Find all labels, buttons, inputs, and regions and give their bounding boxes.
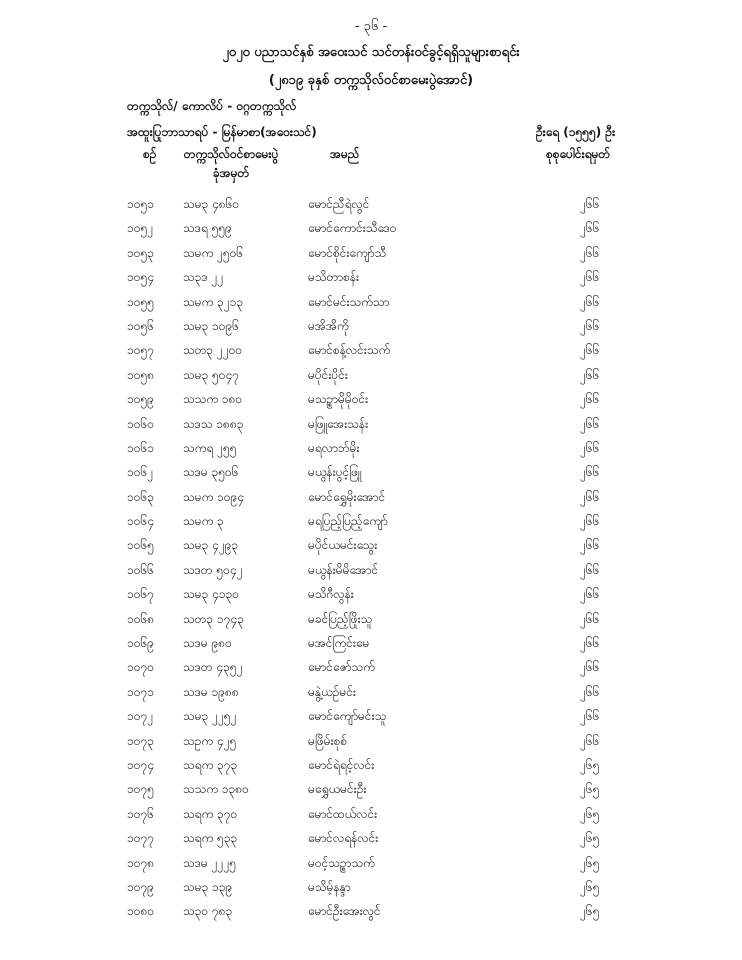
exam-seat-number: သဒမ ၁၉၈၈ [183, 684, 239, 699]
table-row [0, 633, 742, 657]
table-row [0, 755, 742, 779]
table-row [0, 682, 742, 706]
exam-seat-number: သဒမ ၉၈၀ [183, 636, 232, 651]
exam-seat-number: သတ၃ ၂၂၀၀ [183, 343, 243, 358]
student-name: မယွန်းပွင့်ဖြူ [308, 465, 362, 480]
table-row [0, 853, 742, 877]
student-name: မခင်ပြည့်ဖြိုးသူ [308, 611, 373, 626]
table-row [0, 414, 742, 438]
total-marks: ၂၆၅ [580, 879, 600, 894]
table-row [0, 267, 742, 291]
total-marks: ၂၆၆ [580, 562, 600, 577]
student-name: မောင်ကောင်းသီဒေဝ [308, 221, 397, 236]
total-marks: ၂၆၆ [580, 294, 600, 309]
table-row [0, 609, 742, 633]
student-name: မောင်စိုင်းကျော်သီ [308, 245, 387, 260]
student-name: မဝင့်သဥ္စာသက် [308, 855, 375, 870]
row-number: ၁၀၇၀ [127, 660, 154, 675]
student-name: မောင်ကျော်မင်းသူ [308, 709, 387, 724]
student-name: မနွဲ့ယဉ်မင်း [308, 684, 356, 699]
table-row [0, 218, 742, 242]
total-marks: ၂၆၆ [580, 489, 600, 504]
total-marks: ၂၆၆ [580, 684, 600, 699]
student-name: မသဥ္စာမိုမိုဝင်း [308, 392, 369, 407]
row-number: ၁၀၇၉ [127, 879, 154, 894]
student-name: မသိမ့်နန္ဒာ [308, 879, 351, 894]
row-number: ၁၀၆၅ [127, 538, 154, 553]
column-header-no: စဉ် [143, 147, 157, 161]
table-row [0, 535, 742, 559]
total-marks: ၂၆၆ [580, 709, 600, 724]
student-name: မအင်ကြင်းမေ [308, 636, 370, 651]
exam-seat-number: သမက ၃ [183, 514, 224, 529]
exam-seat-number: သမ၃ ၅၀၄၇ [183, 367, 240, 382]
exam-seat-number: သမ၃ ၂၂၅၂ [183, 709, 237, 724]
student-name: မရွှေယမင်းဦး [308, 782, 367, 797]
total-marks: ၂၆၅ [580, 855, 600, 870]
row-number: ၁၀၆၆ [127, 562, 154, 577]
student-name: မဖြူအေးသန်း [308, 416, 369, 431]
row-number: ၁၀၇၃ [127, 733, 154, 748]
exam-seat-number: သဒတ ၅၀၄၂ [183, 562, 243, 577]
table-row [0, 877, 742, 901]
exam-seat-number: သမက ၁၀၉၄ [183, 489, 245, 504]
total-marks: ၂၆၅ [580, 757, 600, 772]
total-marks: ၂၆၅ [580, 831, 600, 846]
row-number: ၁၀၆၀ [127, 416, 154, 431]
table-row [0, 511, 742, 535]
student-name: မပိုင်ယမင်းသွေး [308, 538, 378, 553]
row-number: ၁၀၆၈ [127, 611, 155, 626]
row-number: ၁၀၅၆ [127, 318, 154, 333]
row-number: ၁၀၅၁ [127, 197, 154, 211]
student-name: မရလာဘ်မိုး [308, 440, 360, 455]
student-name: မယွန်းမိမိအောင် [308, 562, 379, 577]
exam-seat-number: သမက ၃၂၁၃ [183, 294, 244, 309]
student-name: မောင်ဇော်သက် [308, 660, 375, 675]
total-marks: ၂၆၆ [580, 587, 600, 602]
column-header-reg-line2: ခုံအမှတ် [212, 166, 250, 180]
student-name: မရပြည့်ပြည့်ကျော် [308, 514, 388, 529]
exam-seat-number: သဒမ ၃၅၀၆ [183, 465, 239, 480]
exam-seat-number: သတ၃ ၁၇၄၃ [183, 611, 244, 626]
row-number: ၁၀၇၈ [127, 855, 155, 870]
exam-seat-number: သဒမ ၂၂၂၅ [183, 855, 236, 870]
table-row [0, 316, 742, 340]
total-marks: ၂၆၆ [580, 440, 600, 455]
total-marks: ၂၆၆ [580, 611, 600, 626]
total-marks: ၂၆၆ [580, 733, 600, 748]
row-number: ၁၀၅၇ [127, 343, 154, 358]
student-name: မောင်ထယ်လင်း [308, 806, 378, 821]
table-row [0, 462, 742, 486]
exam-seat-number: သဥက ၄၂၅ [183, 733, 237, 748]
total-marks: ၂၆၆ [580, 343, 600, 358]
student-name: မောင်မင်းသက်သာ [308, 294, 390, 309]
table-row [0, 194, 742, 218]
column-header-reg-line1: တက္ကသိုလ်ဝင်စာမေးပွဲ [183, 147, 279, 161]
exam-seat-number: သရက ၃၇၀ [183, 806, 238, 821]
subject-header: အထူးပြုဘာသာရပ် - မြန်မာစာ(အဝေးသင်) [127, 125, 317, 139]
table-row [0, 901, 742, 925]
row-number: ၁၀၈၀ [127, 904, 155, 919]
row-number: ၁၀၇၁ [127, 684, 154, 699]
exam-seat-number: သမ၃ ၁၃၉ [183, 879, 233, 894]
student-name: မောင်ရဲရင့်လင်း [308, 757, 375, 772]
row-number: ၁၀၅၅ [127, 294, 154, 309]
exam-seat-number: သမ၃ ၄၈၆၀ [183, 197, 240, 211]
table-row [0, 389, 742, 413]
total-marks: ၂၆၆ [580, 197, 600, 211]
table-row [0, 340, 742, 364]
table-row [0, 243, 742, 267]
exam-seat-number: သသက ၁၈၀ [183, 392, 243, 407]
row-number: ၁၀၅၂ [127, 221, 154, 236]
row-number: ၁၀၅၃ [127, 245, 154, 260]
row-number: ၁၀၆၉ [127, 636, 154, 651]
exam-seat-number: သမ၃ ၄၁၃၀ [183, 587, 240, 602]
student-name: မောင်ညီရဲလွင် [308, 197, 370, 211]
row-number: ၁၀၅၄ [127, 270, 154, 285]
exam-seat-number: သ၃ဒ ၂၂ [183, 270, 224, 285]
total-marks: ၂၆၆ [580, 660, 600, 675]
student-name: မောင်လရန်လင်း [308, 831, 379, 846]
table-row [0, 706, 742, 730]
column-header-marks: စုစုပေါင်းရမှတ် [546, 147, 611, 161]
results-table [0, 194, 742, 926]
table-row [0, 828, 742, 852]
table-row [0, 292, 742, 316]
table-row [0, 804, 742, 828]
row-number: ၁၀၇၇ [127, 831, 154, 846]
total-marks: ၂၆၆ [580, 367, 600, 382]
row-number: ၁၀၅၈ [127, 367, 155, 382]
row-number: ၁၀၇၅ [127, 782, 154, 797]
exam-seat-number: သရက ၃၇၃ [183, 757, 238, 772]
total-marks: ၂၆၆ [580, 636, 600, 651]
row-number: ၁၀၆၄ [127, 514, 154, 529]
row-number: ၁၀၅၉ [127, 392, 154, 407]
exam-seat-number: သဒရ ၅၅၉ [183, 221, 232, 236]
row-number: ၁၀၆၃ [127, 489, 154, 504]
row-number: ၁၀၆၁ [127, 440, 154, 455]
row-number: ၁၀၆၇ [127, 587, 154, 602]
exam-seat-number: သသက ၁၃၈၀ [183, 782, 249, 797]
student-name: မသိတာစန်း [308, 270, 360, 285]
table-row [0, 657, 742, 681]
row-number: ၁၀၆၂ [127, 465, 154, 480]
document-subtitle: (၂၈၁၉ ခုနှစ် တက္ကသိုလ်ဝင်စာမေးပွဲအောင်) [268, 73, 474, 88]
student-name: မောင်ရွှေမိုးအောင် [308, 489, 386, 504]
row-number: ၁၀၇၆ [127, 806, 154, 821]
total-marks: ၂၆၆ [580, 538, 600, 553]
total-marks: ၂၆၅ [580, 904, 600, 919]
university-line: တက္ကသိုလ်/ ကောလိပ် - ဝဂ္ဂတက္ကသိုလ် [127, 99, 297, 113]
total-marks: ၂၆၅ [580, 806, 600, 821]
table-row [0, 584, 742, 608]
page-number: - ၃၆ - [354, 19, 388, 34]
total-marks: ၂၆၆ [580, 318, 600, 333]
student-name: မသိဂီလွန်း [308, 587, 354, 602]
total-marks: ၂၆၆ [580, 416, 600, 431]
exam-seat-number: သမက ၂၅၀၆ [183, 245, 244, 260]
exam-seat-number: သဒသ ၁၈၈၃ [183, 416, 244, 431]
student-name: မပိုင်းပိုင်း [308, 367, 348, 382]
row-number: ၁၀၇၂ [127, 709, 154, 724]
exam-seat-number: သဒတ ၄၃၅၂ [183, 660, 243, 675]
student-name: မောင်စန့်လင်းသက် [308, 343, 391, 358]
document-title: ၂၀၂၀ ပညာသင်နှစ် အဝေးသင် သင်တန်းဝင်ခွင့်ရရှိသူများစာရင်း [222, 45, 520, 60]
student-name: မအိအိကို [308, 318, 349, 333]
column-header-name: အမည် [330, 147, 360, 161]
table-row [0, 779, 742, 803]
total-marks: ၂၆၆ [580, 514, 600, 529]
total-marks: ၂၆၆ [580, 245, 600, 260]
table-row [0, 365, 742, 389]
total-marks: ၂၆၆ [580, 465, 600, 480]
total-marks: ၂၆၆ [580, 221, 600, 236]
exam-seat-number: သ၃၀ ၇၈၃ [183, 904, 233, 919]
exam-seat-number: သမ၃ ၁၀၉၆ [183, 318, 240, 333]
row-number: ၁၀၇၄ [127, 757, 154, 772]
student-name: မောင်ဦးအေးလွင် [308, 904, 381, 919]
table-row [0, 560, 742, 584]
total-marks: ၂၆၅ [580, 782, 600, 797]
table-row [0, 438, 742, 462]
total-marks: ၂၆၆ [580, 392, 600, 407]
table-row [0, 487, 742, 511]
student-name: မဖြိမ်းစုစ် [308, 733, 348, 748]
total-marks: ၂၆၆ [580, 270, 600, 285]
exam-seat-number: သရက ၅၃၃ [183, 831, 238, 846]
exam-seat-number: သမ၃ ၄၂၉၃ [183, 538, 239, 553]
exam-seat-number: သကရ ၂၅၅ [183, 440, 237, 455]
table-row [0, 731, 742, 755]
total-count-header: ဦးရေ (၁၅၅၅) ဦး [536, 125, 616, 139]
